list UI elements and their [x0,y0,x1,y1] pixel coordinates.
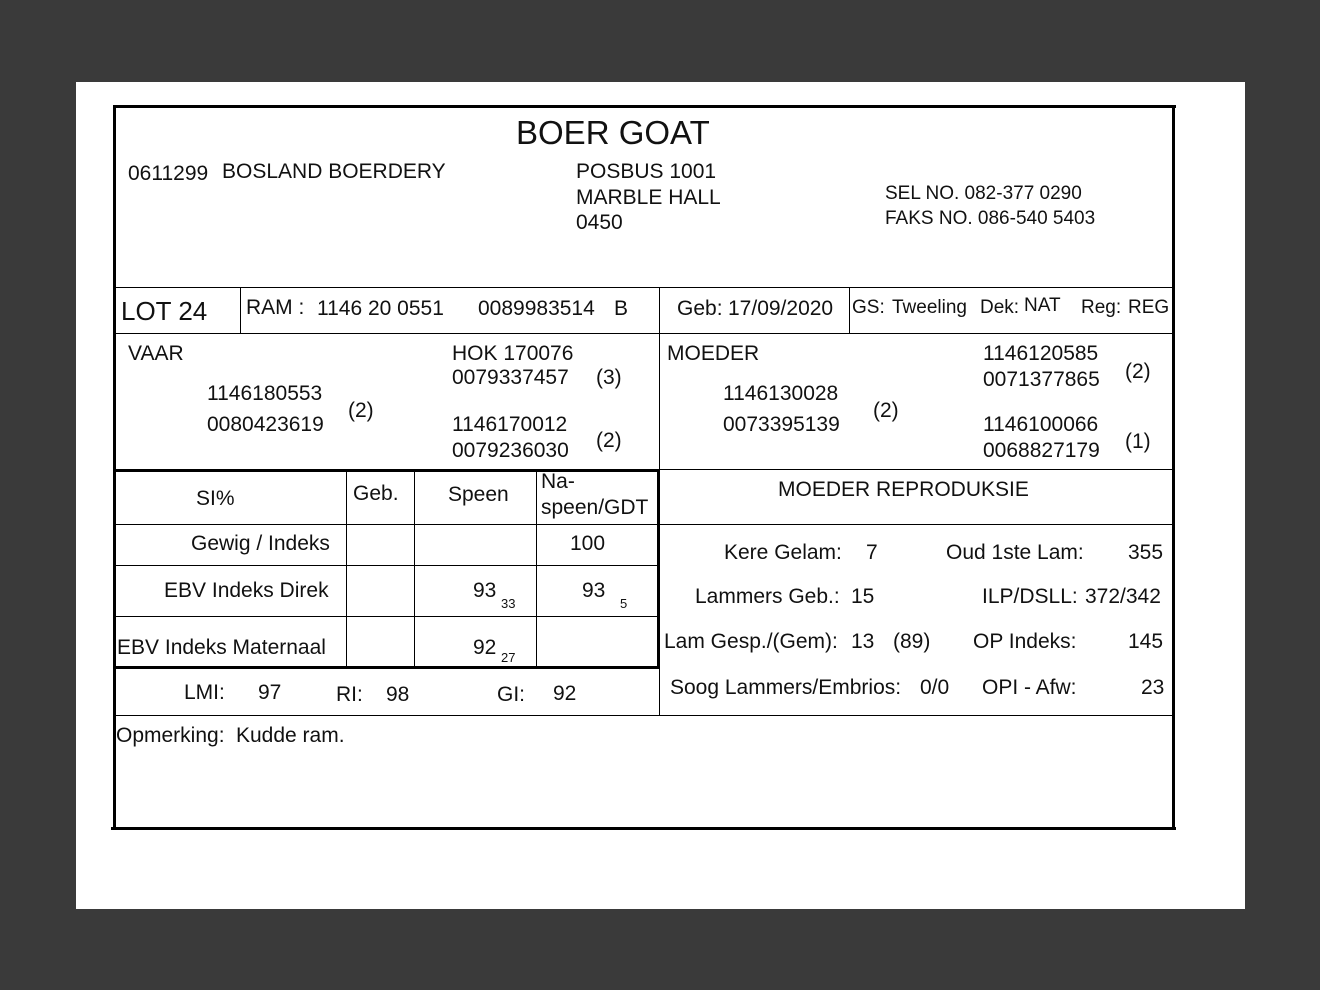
vv-hok: HOK 170076 [452,342,574,365]
mv-count: (2) [1125,360,1151,383]
geb-header: Geb. [353,482,399,505]
soog-label: Soog Lammers/Embrios: [670,676,902,699]
remark-label: Opmerking: [116,724,225,747]
rule-si-bottom [116,666,660,669]
si-header: SI% [196,487,235,510]
oud-label: Oud 1ste Lam: [946,541,1084,564]
ri-label: RI: [336,683,363,706]
rule-si-r1 [116,565,660,566]
row-gewig-naspeen: 100 [570,532,606,555]
kere-value: 7 [866,541,878,564]
naspeen-header-1: Na- [541,470,575,493]
reg-value: REG [1128,297,1170,318]
address-line-1: POSBUS 1001 [576,160,717,183]
mm-reg: 0068827179 [983,439,1100,462]
moeder-reg: 0073395139 [723,413,840,436]
row-maternaal-label: EBV Indeks Maternaal [117,636,326,659]
opi-label: OPI - Afw: [982,676,1077,699]
repro-title: MOEDER REPRODUKSIE [778,478,1029,501]
breeder-number: 0611299 [128,162,209,185]
rule-lot-top [116,287,1172,288]
row-direk-speen: 93 [473,579,497,602]
rule-indices-bottom [116,715,1172,716]
border-bottom [111,827,1176,830]
geb-date: 17/09/2020 [728,297,834,320]
fax-number: FAKS NO. 086-540 5403 [885,208,1096,229]
row-direk-naspeen: 93 [582,579,606,602]
rule-si-r2 [116,616,660,617]
gesp-gem: (89) [893,630,931,653]
remark-text: Kudde ram. [236,724,345,747]
ri-value: 98 [386,683,410,706]
speen-header: Speen [448,483,509,506]
mm-id: 1146100066 [983,413,1099,436]
ilp-label: ILP/DSLL: [982,585,1078,608]
lot-label: LOT 24 [121,296,208,326]
vrule-geb [849,287,850,333]
geb-label: Geb: [677,297,723,320]
vrule-lot [240,287,241,333]
card-title: BOER GOAT [516,114,710,151]
ram-id: 1146 20 0551 [317,297,444,320]
border-right [1172,105,1175,830]
oud-value: 355 [1128,541,1164,564]
vm-reg: 0079236030 [452,439,569,462]
row-direk-label: EBV Indeks Direk [164,579,329,602]
vaar-count: (2) [348,399,374,422]
border-top [113,105,1176,108]
border-left [113,105,116,830]
ram-reg: 0089983514 [478,297,595,320]
mv-reg: 0071377865 [983,368,1100,391]
row-direk-naspeen-sub: 5 [620,596,628,611]
ram-class: B [614,297,629,320]
vrule-ram [659,287,660,333]
address-line-3: 0450 [576,211,623,234]
vaar-reg: 0080423619 [207,413,324,436]
vrule-mid-indices [659,669,660,716]
gesp-label: Lam Gesp./(Gem): [664,630,838,653]
naspeen-header-2: speen/GDT [541,496,649,519]
vv-reg: 0079337457 [452,366,569,389]
vm-count: (2) [596,429,622,452]
moeder-id: 1146130028 [723,382,839,405]
rule-si-top [116,469,660,472]
rule-lot-bottom [116,333,1172,334]
soog-value: 0/0 [920,676,950,699]
row-direk-speen-sub: 33 [501,596,516,611]
opi-value: 23 [1141,676,1165,699]
vaar-id: 1146180553 [207,382,323,405]
gi-label: GI: [497,683,526,706]
lam-geb-value: 15 [851,585,875,608]
row-gewig-label: Gewig / Indeks [191,532,330,555]
vm-id: 1146170012 [452,413,568,436]
lam-geb-label: Lammers Geb.: [695,585,840,608]
mm-count: (1) [1125,430,1151,453]
gs-value: Tweeling [892,297,967,318]
ilp-value: 372/342 [1085,585,1161,608]
lmi-value: 97 [258,681,282,704]
gi-value: 92 [553,682,577,705]
rule-repro-top [660,469,1172,470]
vv-count: (3) [596,366,622,389]
gs-label: GS: [852,297,885,318]
moeder-count: (2) [873,399,899,422]
vrule-si-col2 [414,470,415,667]
gesp-value: 13 [851,630,875,653]
lmi-label: LMI: [184,681,225,704]
row-maternaal-speen-sub: 27 [501,650,516,665]
row-maternaal-speen: 92 [473,636,497,659]
vrule-si-col3 [536,470,537,667]
dek-value: NAT [1024,295,1061,316]
op-value: 145 [1128,630,1164,653]
vrule-mid-pedigree [659,333,660,470]
vrule-mid-si [657,469,660,669]
vrule-si-col1 [346,470,347,667]
rule-si-header [116,524,1172,525]
op-label: OP Indeks: [973,630,1077,653]
mv-id: 1146120585 [983,342,1099,365]
vaar-label: VAAR [128,342,184,365]
tel-number: SEL NO. 082-377 0290 [885,183,1082,204]
dek-label: Dek: [980,297,1020,318]
breeder-name: BOSLAND BOERDERY [222,160,446,183]
address-line-2: MARBLE HALL [576,186,721,209]
reg-label: Reg: [1081,297,1122,318]
kere-label: Kere Gelam: [724,541,842,564]
moeder-label: MOEDER [667,342,760,365]
ram-label: RAM : [246,296,305,319]
